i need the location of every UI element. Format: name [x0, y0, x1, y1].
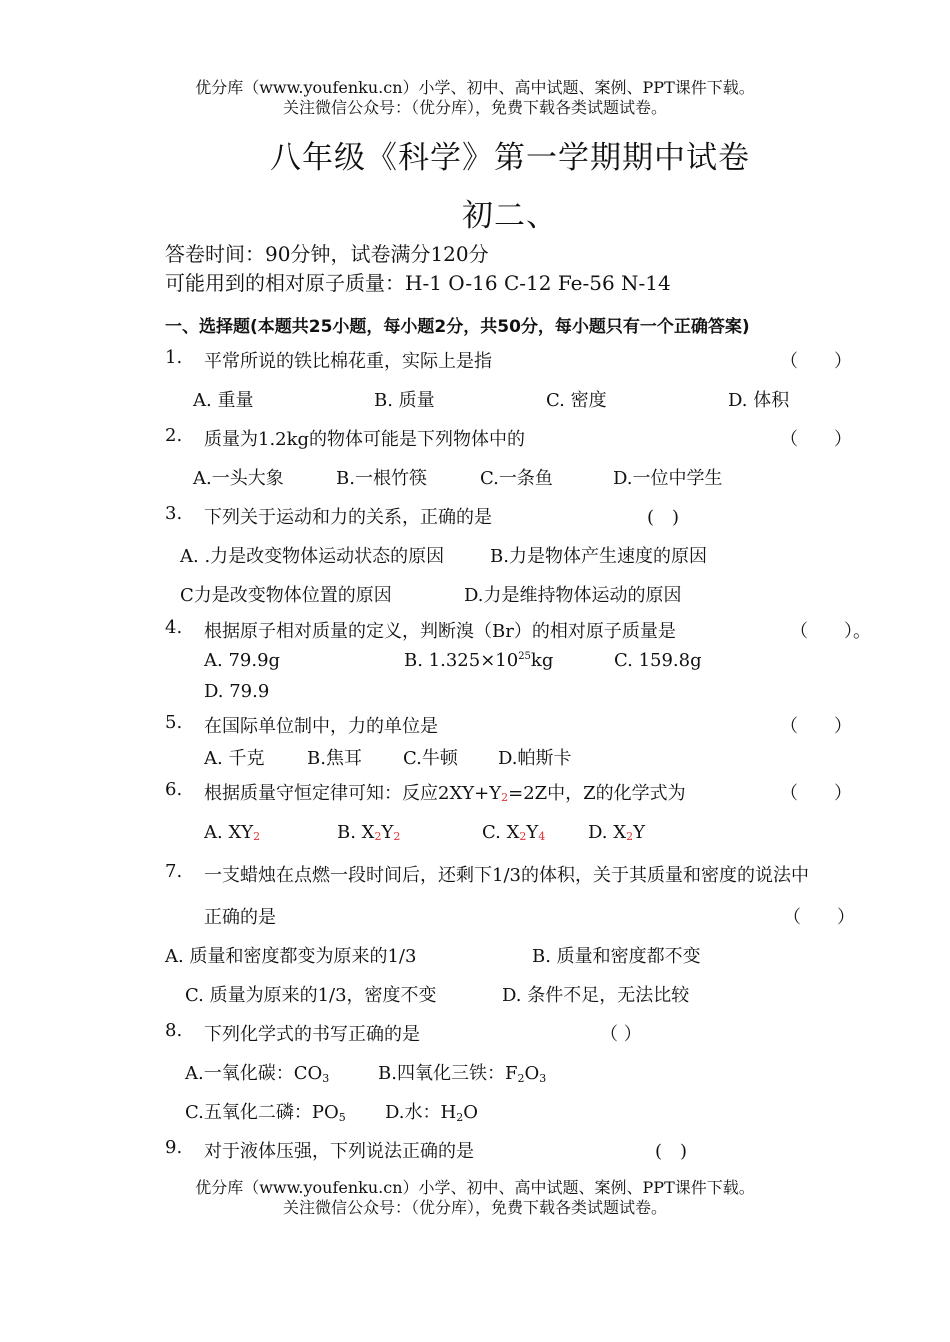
option-b: B. $1.325\times 10^{25}kg$	[404, 650, 554, 671]
option-b: B. 质量	[374, 390, 435, 411]
option-b: B.四氧化三铁：$F_2O_3$	[378, 1063, 547, 1085]
question-text: 质量为1.2kg的物体可能是下列物体中的	[204, 429, 526, 450]
question-number: 3.	[165, 503, 183, 524]
question-text: 下列关于运动和力的关系，正确的是	[204, 507, 492, 528]
page-subtitle: 初二、	[462, 198, 558, 234]
question-number: 6.	[165, 779, 183, 800]
question-text: 对于液体压强，下列说法正确的是	[204, 1141, 474, 1162]
option-a: A.一氧化碳：$CO_3$	[185, 1063, 330, 1085]
question-number: 5.	[165, 712, 183, 733]
option-c: C.牛顿	[403, 748, 458, 769]
answer-paren: （ ）	[780, 429, 852, 450]
answer-paren: ( )	[655, 1141, 688, 1162]
page-title: 八年级《科学》第一学期期中试卷	[270, 140, 750, 176]
option-b: B.力是物体产生速度的原因	[490, 546, 707, 567]
footer-line-1: 优分库（www.youfenku.cn）小学、初中、高中试题、案例、PPT课件下载。	[195, 1178, 755, 1197]
option-c: C. 密度	[546, 390, 607, 411]
option-a: A. XY2	[204, 822, 261, 843]
option-b: B. X2Y2	[337, 822, 401, 843]
question-number: 7.	[165, 861, 183, 882]
option-b: B. 质量和密度都不变	[532, 946, 701, 967]
option-a: A. 千克	[204, 748, 265, 769]
option-d: D.帕斯卡	[498, 748, 572, 769]
atomic-masses: 可能用到的相对原子质量：H-1 O-16 C-12 Fe-56 N-14	[165, 271, 671, 295]
option-c: C. 质量为原来的1/3，密度不变	[185, 985, 437, 1006]
option-a: A. 79.9g	[204, 650, 281, 671]
question-text: 平常所说的铁比棉花重，实际上是指	[204, 351, 492, 372]
option-c: C. X2Y4	[482, 822, 546, 843]
option-d: D. 体积	[728, 390, 790, 411]
option-d: D. 79.9	[204, 681, 270, 702]
option-d: D.一位中学生	[613, 468, 723, 489]
question-text: 根据原子相对质量的定义，判断溴（Br）的相对原子质量是	[204, 621, 676, 642]
question-text: 下列化学式的书写正确的是	[204, 1024, 420, 1045]
question-number: 8.	[165, 1020, 183, 1041]
option-a: A.一头大象	[193, 468, 284, 489]
question-text-cont: 正确的是	[204, 907, 276, 928]
section-heading: 一、选择题(本题共25小题，每小题2分，共50分，每小题只有一个正确答案)	[165, 317, 750, 337]
question-text: 一支蜡烛在点燃一段时间后，还剩下1/3的体积，关于其质量和密度的说法中	[204, 865, 809, 886]
answer-paren: （ ）	[783, 907, 855, 928]
exam-time: 答卷时间：90分钟，试卷满分120分	[165, 242, 489, 266]
option-d: D.力是维持物体运动的原因	[464, 585, 682, 606]
question-number: 9.	[165, 1137, 183, 1158]
question-number: 1.	[165, 347, 183, 368]
answer-paren: （ ）	[780, 716, 852, 737]
answer-paren: ( )	[647, 507, 680, 528]
option-d: D. 条件不足，无法比较	[502, 985, 690, 1006]
footer-line-2: 关注微信公众号：（优分库），免费下载各类试题试卷。	[282, 1198, 667, 1217]
option-a: A. 质量和密度都变为原来的1/3	[165, 946, 417, 967]
option-b: B.焦耳	[307, 748, 362, 769]
option-c: C.五氧化二磷：$PO_5$	[185, 1102, 346, 1124]
answer-paren: （ ）	[780, 783, 852, 804]
answer-paren: （ ）	[780, 351, 852, 372]
header-line-2: 关注微信公众号：（优分库），免费下载各类试题试卷。	[282, 98, 667, 117]
question-text: 在国际单位制中，力的单位是	[204, 716, 438, 737]
question-text: 根据质量守恒定律可知：反应2XY+Y2=2Z中，Z的化学式为	[204, 783, 686, 804]
answer-paren: （ ）	[600, 1024, 642, 1045]
answer-paren: （ ）。	[790, 621, 871, 642]
option-d: D. X2Y	[588, 822, 645, 843]
question-number: 2.	[165, 425, 183, 446]
option-c: C力是改变物体位置的原因	[180, 585, 392, 606]
header-line-1: 优分库（www.youfenku.cn）小学、初中、高中试题、案例、PPT课件下载。	[195, 78, 755, 97]
option-c: C.一条鱼	[480, 468, 553, 489]
option-c: C. 159.8g	[614, 650, 702, 671]
option-a: A. 重量	[193, 390, 254, 411]
question-number: 4.	[165, 617, 183, 638]
option-b: B.一根竹筷	[336, 468, 427, 489]
option-a: A. .力是改变物体运动状态的原因	[180, 546, 445, 567]
option-d: D.水：$H_2O$	[385, 1102, 478, 1124]
